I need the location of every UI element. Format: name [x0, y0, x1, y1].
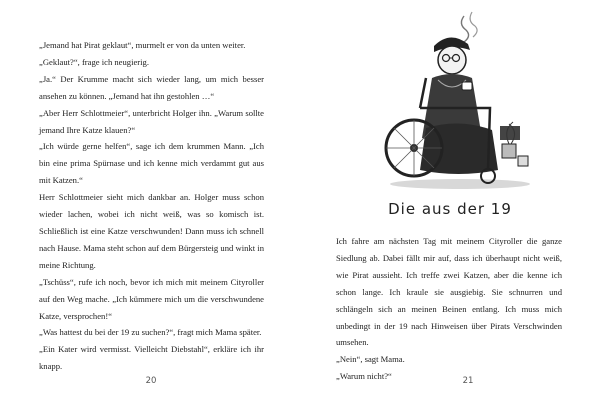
page-number-left: 20 [145, 376, 157, 386]
right-page-text [336, 233, 562, 385]
page-number-right: 21 [462, 376, 474, 386]
paragraph: „Ein Kater wird vermisst. Vielleicht Diebstahl“, erkläre ich ihr knapp. [39, 344, 264, 372]
paragraph: Ich fahre am nächsten Tag mit meinem Cityroller die ganze Siedlung ab. Dabei fällt mir auf, dass ich überhaupt nicht weiß, wie Pirat aussieht. Ich treffe zwei Katzen, aber die kenne ich schon lange. Ich kraule sie ausgiebig. Sie schnurren und schlängeln sich an meinen Beinen entlang. Ich muss mich unbedingt in der 19 nach Hinweisen über Pirats Verschwinden umsehen. [336, 236, 562, 348]
left-page-text [39, 37, 264, 375]
paragraph: „Ich würde gerne helfen“, sage ich dem krummen Mann. „Ich bin eine prima Spürnase und ich kenne mich verdammt gut aus mit Katzen.“ [39, 141, 264, 186]
paragraph: „Nein“, sagt Mama. [336, 354, 405, 365]
paragraph: „Tschüss“, rufe ich noch, bevor ich mich mit meinem Cityroller auf den Weg mache. „Ich kümmere mich um die verschwundene Katze, versprochen!“ [39, 276, 264, 321]
paragraph: „Ja.“ Der Krumme macht sich wieder lang, um mich besser ansehen zu können. „Jemand hat ihn gestohlen …“ [39, 73, 264, 101]
paragraph: „Warum nicht?“ [336, 371, 392, 382]
chapter-title: Die aus der 19 [388, 200, 512, 218]
paragraph: Herr Schlottmeier sieht mich dankbar an. Holger muss schon wieder lachen, wobei ich nicht weiß, was so komisch ist. Schließlich ist eine Katze verschwunden! Dann muss ich schnell nach Hause. Mama steht schon auf dem Bürgersteig und winkt in meine Richtung. [39, 192, 264, 270]
chapter-illustration [380, 8, 530, 193]
paragraph: „Geklaut?“, frage ich neugierig. [39, 56, 149, 67]
paragraph: „Was hattest du bei der 19 zu suchen?“, fragt mich Mama später. [39, 327, 262, 338]
paragraph: „Aber Herr Schlottmeier“, unterbricht Holger ihn. „Warum sollte jemand Ihre Katze klauen?“ [39, 107, 264, 135]
paragraph: „Jemand hat Pirat geklaut“, murmelt er von da unten weiter. [39, 40, 246, 50]
